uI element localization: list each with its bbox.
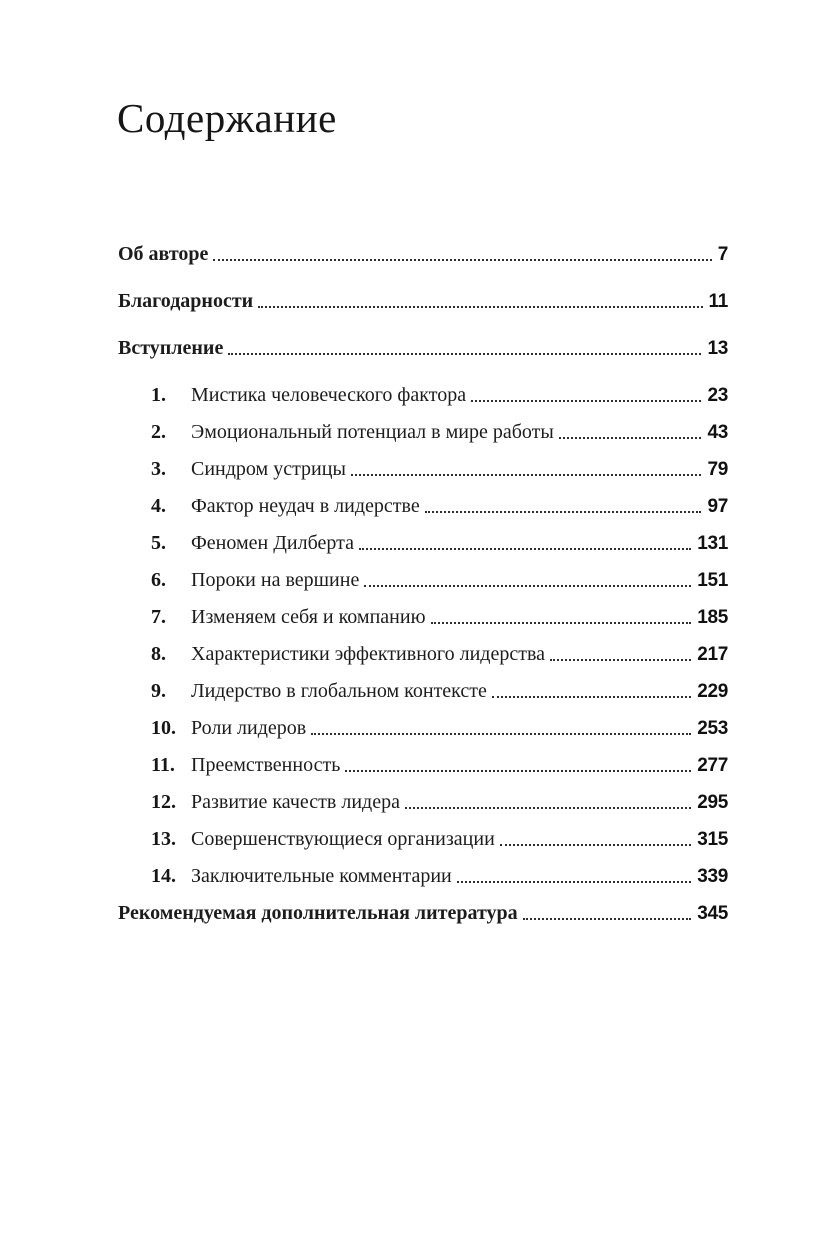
chapter-title: Роли лидеров bbox=[191, 717, 307, 739]
chapter-title: Развитие качеств лидера bbox=[191, 791, 400, 813]
chapter-title: Заключительные комментарии bbox=[191, 865, 452, 887]
toc-chapter-row bbox=[118, 421, 728, 444]
toc-entry-blagodarnosti bbox=[118, 290, 728, 313]
toc-entry-page: 13 bbox=[707, 338, 728, 360]
dot-leader bbox=[405, 807, 691, 809]
dot-leader bbox=[492, 696, 691, 698]
chapter-number: 11. bbox=[151, 754, 175, 776]
dot-leader bbox=[471, 400, 701, 402]
toc-entry-label: Вступление bbox=[118, 337, 224, 359]
chapter-page: 185 bbox=[697, 607, 728, 629]
chapter-page: 253 bbox=[697, 718, 728, 740]
chapter-number: 10. bbox=[151, 717, 176, 739]
chapter-number: 2. bbox=[151, 421, 166, 443]
toc-chapter-row bbox=[118, 865, 728, 888]
chapter-title: Эмоциональный потенциал в мире работы bbox=[191, 421, 554, 443]
toc-chapter-row bbox=[118, 717, 728, 740]
chapter-page: 339 bbox=[697, 866, 728, 888]
chapter-page: 229 bbox=[697, 681, 728, 703]
chapter-title: Пороки на вершине bbox=[191, 569, 360, 591]
toc-entry-page: 11 bbox=[708, 291, 728, 313]
toc-entry-vstuplenie bbox=[118, 337, 728, 360]
dot-leader bbox=[559, 437, 702, 439]
chapter-title: Мистика человеческого фактора bbox=[191, 384, 467, 406]
chapter-number: 6. bbox=[151, 569, 166, 591]
dot-leader bbox=[500, 844, 691, 846]
toc-chapter-row bbox=[118, 643, 728, 666]
chapter-number: 12. bbox=[151, 791, 176, 813]
chapter-number: 5. bbox=[151, 532, 166, 554]
dot-leader bbox=[351, 474, 702, 476]
toc-entry-label: Рекомендуемая дополнительная литература bbox=[118, 902, 518, 924]
toc-entry-literatura bbox=[118, 902, 728, 925]
toc-chapter-row bbox=[118, 754, 728, 777]
chapter-page: 79 bbox=[707, 459, 728, 481]
toc-chapter-row bbox=[118, 828, 728, 851]
chapter-title: Лидерство в глобальном контексте bbox=[191, 680, 487, 702]
chapter-page: 151 bbox=[697, 570, 728, 592]
chapter-page: 43 bbox=[707, 422, 728, 444]
dot-leader bbox=[364, 585, 691, 587]
dot-leader bbox=[550, 659, 691, 661]
chapter-title: Преемственность bbox=[191, 754, 341, 776]
chapter-page: 97 bbox=[707, 496, 728, 518]
chapter-number: 8. bbox=[151, 643, 166, 665]
dot-leader bbox=[228, 353, 701, 355]
toc-chapter-row bbox=[118, 495, 728, 518]
chapter-title: Феномен Дилберта bbox=[191, 532, 354, 554]
page-title: Содержание bbox=[117, 95, 337, 141]
chapter-title: Синдром устрицы bbox=[191, 458, 346, 480]
chapter-number: 1. bbox=[151, 384, 166, 406]
chapter-page: 277 bbox=[697, 755, 728, 777]
dot-leader bbox=[213, 259, 711, 261]
dot-leader bbox=[258, 306, 702, 308]
chapter-title: Совершенствующиеся организации bbox=[191, 828, 495, 850]
chapter-number: 7. bbox=[151, 606, 166, 628]
chapter-number: 9. bbox=[151, 680, 166, 702]
chapter-number: 13. bbox=[151, 828, 176, 850]
toc-chapter-row bbox=[118, 569, 728, 592]
toc-entry-page: 7 bbox=[717, 244, 728, 266]
chapter-page: 23 bbox=[707, 385, 728, 407]
dot-leader bbox=[311, 733, 691, 735]
chapter-page: 131 bbox=[697, 533, 728, 555]
chapter-title: Изменяем себя и компанию bbox=[191, 606, 426, 628]
dot-leader bbox=[457, 881, 691, 883]
dot-leader bbox=[345, 770, 691, 772]
table-of-contents bbox=[118, 243, 728, 925]
dot-leader bbox=[431, 622, 692, 624]
chapter-number: 14. bbox=[151, 865, 176, 887]
chapter-page: 295 bbox=[697, 792, 728, 814]
chapter-page: 217 bbox=[697, 644, 728, 666]
chapter-number: 3. bbox=[151, 458, 166, 480]
toc-chapter-row bbox=[118, 791, 728, 814]
dot-leader bbox=[425, 511, 702, 513]
chapter-number: 4. bbox=[151, 495, 166, 517]
toc-chapter-row bbox=[118, 458, 728, 481]
toc-entry-page: 345 bbox=[697, 903, 728, 925]
toc-entry-ob-avtore bbox=[118, 243, 728, 266]
toc-chapter-row bbox=[118, 384, 728, 407]
toc-chapter-row bbox=[118, 532, 728, 555]
dot-leader bbox=[523, 918, 692, 920]
toc-entry-label: Благодарности bbox=[118, 290, 254, 312]
toc-chapter-row bbox=[118, 606, 728, 629]
dot-leader bbox=[359, 548, 691, 550]
chapter-title: Фактор неудач в лидерстве bbox=[191, 495, 420, 517]
chapter-page: 315 bbox=[697, 829, 728, 851]
toc-chapter-row bbox=[118, 680, 728, 703]
toc-entry-label: Об авторе bbox=[118, 243, 209, 265]
chapter-title: Характеристики эффективного лидерства bbox=[191, 643, 546, 665]
